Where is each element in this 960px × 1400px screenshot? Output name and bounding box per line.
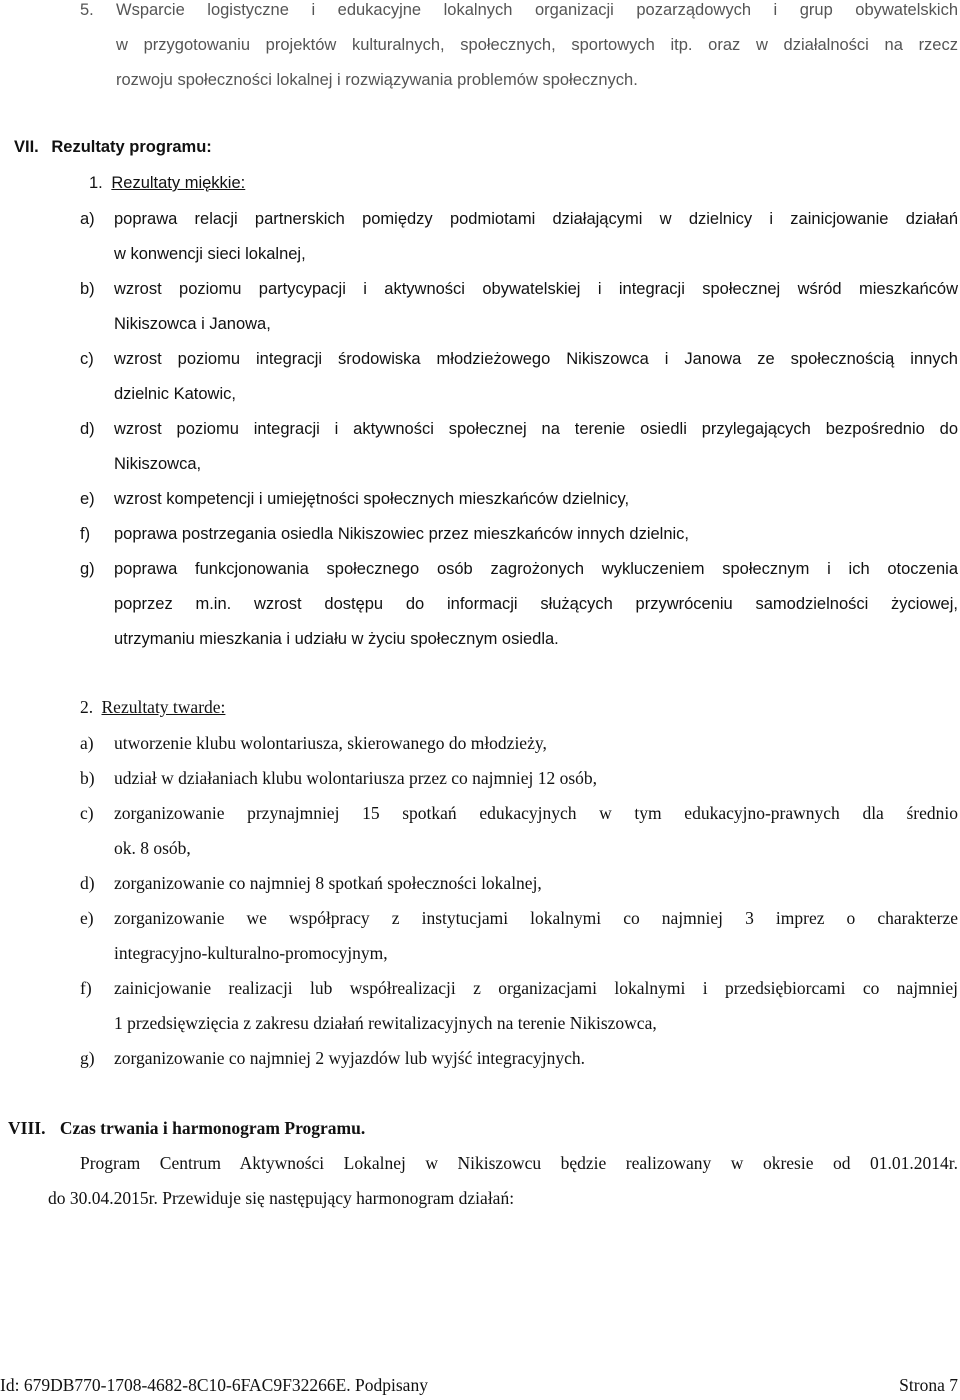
list-marker: f) — [80, 978, 92, 998]
hard-results-title: Rezultaty twarde: — [101, 697, 226, 717]
list-line: dzielnic Katowic, — [114, 385, 236, 403]
hard-results-list — [80, 726, 958, 1076]
list-line: Nikiszowca i Janowa, — [114, 315, 271, 333]
list-line: udział w działaniach klubu wolontariusza przez co najmniej 12 osób, — [114, 768, 598, 788]
section-5 — [80, 0, 958, 98]
section-5-line: Wsparcie logistyczne i edukacyjne lokalnych organizacji pozarządowych i grup obywatelskich — [116, 1, 958, 19]
list-marker: g) — [80, 1048, 95, 1068]
section-5-number: 5. — [80, 1, 94, 19]
list-line: wzrost kompetencji i umiejętności społecznych mieszkańców dzielnicy, — [114, 490, 630, 508]
list-item — [80, 901, 958, 971]
list-line: Nikiszowca, — [114, 455, 202, 473]
paragraph-line: Program Centrum Aktywności Lokalnej w Nikiszowcu będzie realizowany w okresie od 01.01.2014r. — [80, 1153, 958, 1173]
list-item — [80, 726, 958, 761]
list-marker: e) — [80, 490, 95, 508]
list-item — [80, 796, 958, 866]
list-marker: c) — [80, 803, 94, 823]
list-line: poprawa funkcjonowania społecznego osób zagrożonych wykluczeniem społecznym i ich otoczenia — [114, 560, 958, 578]
list-line: wzrost poziomu partycypacji i aktywności obywatelskiej i integracji społecznej wśród mieszkańców — [114, 280, 958, 298]
list-item — [80, 866, 958, 901]
list-item — [80, 971, 958, 1041]
list-line: zorganizowanie we współpracy z instytucjami lokalnymi co najmniej 3 imprez o charakterze — [114, 908, 958, 928]
section-7-title: Rezultaty programu: — [51, 138, 212, 156]
section-7-number: VII. — [14, 138, 39, 156]
list-item — [80, 272, 958, 342]
soft-results-number: 1. — [89, 174, 103, 192]
list-marker: f) — [80, 525, 91, 543]
section-8-heading — [8, 1111, 365, 1146]
list-marker: b) — [80, 768, 95, 788]
list-line: wzrost poziomu integracji środowiska młodzieżowego Nikiszowca i Janowa ze społecznością innych — [114, 350, 958, 368]
list-item — [80, 412, 958, 482]
list-marker: e) — [80, 908, 94, 928]
list-line: 1 przedsięwzięcia z zakresu działań rewitalizacyjnych na terenie Nikiszowca, — [114, 1013, 657, 1033]
page-number: Strona 7 — [899, 1375, 958, 1395]
list-item — [80, 482, 958, 517]
list-marker: b) — [80, 280, 95, 298]
paragraph-line: do 30.04.2015r. Przewiduje się następujący harmonogram działań: — [48, 1188, 515, 1208]
list-marker: a) — [80, 733, 94, 753]
section-7-heading — [14, 130, 212, 165]
list-marker: d) — [80, 873, 95, 893]
hard-results-heading — [80, 690, 225, 725]
soft-results-title: Rezultaty miękkie: — [111, 174, 246, 192]
list-line: wzrost poziomu integracji i aktywności społecznej na terenie osiedli przylegających bezpośrednio do — [114, 420, 958, 438]
list-line: poprawa relacji partnerskich pomiędzy podmiotami działającymi w dzielnicy i zainicjowanie działań — [114, 210, 958, 228]
soft-results-list — [80, 202, 958, 657]
list-marker: g) — [80, 560, 95, 578]
list-line: ok. 8 osób, — [114, 838, 191, 858]
list-line: integracyjno-kulturalno-promocyjnym, — [114, 943, 388, 963]
list-item — [80, 552, 958, 657]
section-8-paragraph — [48, 1146, 958, 1216]
hard-results-number: 2. — [80, 697, 94, 717]
list-marker: a) — [80, 210, 95, 228]
list-marker: c) — [80, 350, 94, 368]
section-8-title: Czas trwania i harmonogram Programu. — [59, 1118, 366, 1138]
list-line: zorganizowanie przynajmniej 15 spotkań edukacyjnych w tym edukacyjno-prawnych dla średnio — [114, 803, 958, 823]
section-5-line: w przygotowaniu projektów kulturalnych, społecznych, sportowych itp. oraz w działalności na rzecz — [116, 36, 958, 54]
section-5-line: rozwoju społeczności lokalnej i rozwiązywania problemów społecznych. — [116, 71, 638, 89]
list-item — [80, 761, 958, 796]
list-marker: d) — [80, 420, 95, 438]
list-line: zainicjowanie realizacji lub współrealizacji z organizacjami lokalnymi i przedsiębiorcami co najmniej — [114, 978, 958, 998]
list-line: poprawa postrzegania osiedla Nikiszowiec przez mieszkańców innych dzielnic, — [114, 525, 690, 543]
list-item — [80, 202, 958, 272]
list-item — [80, 517, 958, 552]
list-line: zorganizowanie co najmniej 2 wyjazdów lub wyjść integracyjnych. — [114, 1048, 586, 1068]
section-8-number: VIII. — [8, 1118, 46, 1138]
list-line: utrzymaniu mieszkania i udziału w życiu społecznym osiedla. — [114, 630, 559, 648]
list-item — [80, 342, 958, 412]
list-line: zorganizowanie co najmniej 8 spotkań społeczności lokalnej, — [114, 873, 542, 893]
soft-results-heading — [89, 166, 245, 201]
list-item — [80, 1041, 958, 1076]
list-line: w konwencji sieci lokalnej, — [114, 245, 306, 263]
list-line: poprzez m.in. wzrost dostępu do informacji służących przywróceniu samodzielności życiowej, — [114, 595, 958, 613]
document-id: Id: 679DB770-1708-4682-8C10-6FAC9F32266E. Podpisany — [0, 1375, 428, 1395]
list-line: utworzenie klubu wolontariusza, skierowanego do młodzieży, — [114, 733, 547, 753]
